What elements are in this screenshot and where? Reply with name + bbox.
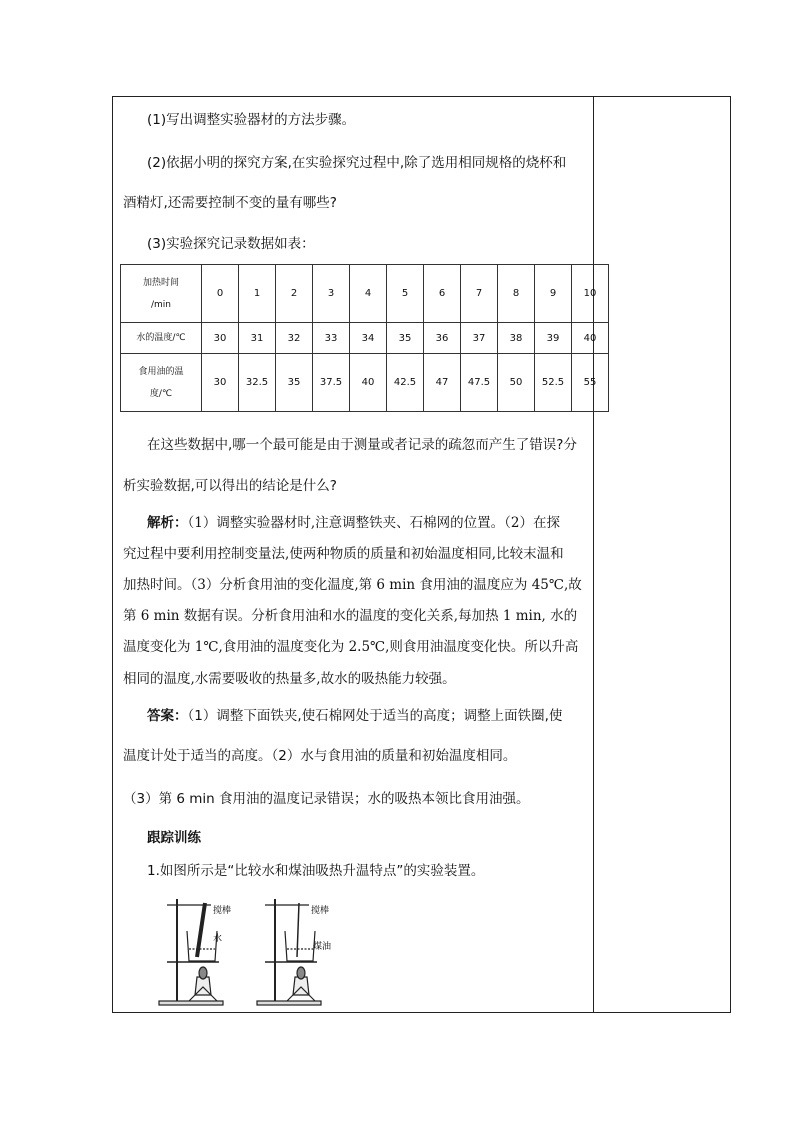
table-cell: 30 <box>202 354 239 412</box>
analysis-line-3: 加热时间。（3）分析食用油的变化温度,第 6 min 食用油的温度应为 45℃,故 <box>123 577 582 593</box>
table-cell: 33 <box>313 323 350 354</box>
table-cell: 6 <box>424 265 461 323</box>
left-stir-rod-label: 搅棒 <box>213 906 232 916</box>
table-cell: 31 <box>239 323 276 354</box>
row-header <box>121 265 202 323</box>
table-cell: 55 <box>572 354 609 412</box>
table-cell: 38 <box>498 323 535 354</box>
answer-line-3: （3）第 6 min 食用油的温度记录错误；水的吸热本领比食用油强。 <box>123 791 530 807</box>
table-cell: 9 <box>535 265 572 323</box>
followup-line-1: 在这些数据中,哪一个最可能是由于测量或者记录的疏忽而产生了错误?分 <box>147 437 577 453</box>
analysis-line-5: 温度变化为 1℃,食用油的温度变化为 2.5℃,则食用油温度变化快。所以升高 <box>123 639 579 655</box>
table-cell: 40 <box>572 323 609 354</box>
question-2-line-1: (2)依据小明的探究方案,在实验探究过程中,除了选用相同规格的烧杯和 <box>147 155 567 171</box>
table-cell: 8 <box>498 265 535 323</box>
analysis-text: （1）调整实验器材时,注意调整铁夹、石棉网的位置。（2）在探 <box>187 515 560 531</box>
table-cell: 50 <box>498 354 535 412</box>
table-cell: 5 <box>387 265 424 323</box>
left-liquid-label: 水 <box>213 934 223 944</box>
analysis-line-6: 相同的温度,水需要吸收的热量多,故水的吸热能力较强。 <box>123 671 456 687</box>
row-header-line: 度/℃ <box>149 388 173 399</box>
table-cell: 32.5 <box>239 354 276 412</box>
table-cell: 47 <box>424 354 461 412</box>
row-header-line: 水的温度/℃ <box>136 333 186 343</box>
table-cell: 42.5 <box>387 354 424 412</box>
training-heading: 跟踪训练 <box>147 830 201 846</box>
question-2-line-2: 酒精灯,还需要控制不变的量有哪些? <box>123 195 337 211</box>
training-question-1: 1.如图所示是“比较水和煤油吸热升温特点”的实验装置。 <box>147 863 485 879</box>
analysis-line-1 <box>123 513 609 533</box>
analysis-line-2: 究过程中要利用控制变量法,使两种物质的质量和初始温度相同,比较末温和 <box>123 546 564 562</box>
answer-line-1 <box>123 706 609 726</box>
table-cell: 34 <box>350 323 387 354</box>
table-row <box>121 265 609 323</box>
table-cell: 4 <box>350 265 387 323</box>
table-cell: 10 <box>572 265 609 323</box>
followup-line-2: 析实验数据,可以得出的结论是什么? <box>123 478 337 494</box>
row-header-line: /min <box>150 299 171 310</box>
table-cell: 3 <box>313 265 350 323</box>
table-cell: 35 <box>387 323 424 354</box>
table-row <box>121 323 609 354</box>
answer-line-2: 温度计处于适当的高度。（2）水与食用油的质量和初始温度相同。 <box>123 748 517 764</box>
worksheet-table <box>112 96 731 1013</box>
table-cell: 40 <box>350 354 387 412</box>
table-cell: 37.5 <box>313 354 350 412</box>
row-header <box>121 323 202 354</box>
row-header-line: 加热时间 <box>142 277 179 288</box>
table-cell: 30 <box>202 323 239 354</box>
question-1: (1)写出调整实验器材的方法步骤。 <box>147 112 356 128</box>
row-header <box>121 354 202 412</box>
table-cell: 35 <box>276 354 313 412</box>
row-header-line: 食用油的温 <box>138 366 184 377</box>
table-row <box>121 354 609 412</box>
answer-label: 答案： <box>147 708 188 724</box>
data-table <box>120 264 609 412</box>
analysis-line-4: 第 6 min 数据有误。分析食用油和水的温度的变化关系,每加热 1 min, 水的 <box>123 608 578 624</box>
answer-text: （1）调整下面铁夹,使石棉网处于适当的高度；调整上面铁圈,使 <box>187 708 563 724</box>
analysis-label: 解析： <box>147 515 188 531</box>
table-cell: 47.5 <box>461 354 498 412</box>
table-cell: 32 <box>276 323 313 354</box>
question-3: (3)实验探究记录数据如表： <box>147 236 315 252</box>
table-cell: 1 <box>239 265 276 323</box>
table-cell: 36 <box>424 323 461 354</box>
experiment-apparatus-figure <box>153 895 343 1011</box>
table-cell: 0 <box>202 265 239 323</box>
table-cell: 39 <box>535 323 572 354</box>
table-cell: 37 <box>461 323 498 354</box>
right-stir-rod-label: 搅棒 <box>311 906 330 916</box>
right-liquid-label: 煤油 <box>313 942 332 952</box>
table-cell: 7 <box>461 265 498 323</box>
table-cell: 2 <box>276 265 313 323</box>
table-cell: 52.5 <box>535 354 572 412</box>
